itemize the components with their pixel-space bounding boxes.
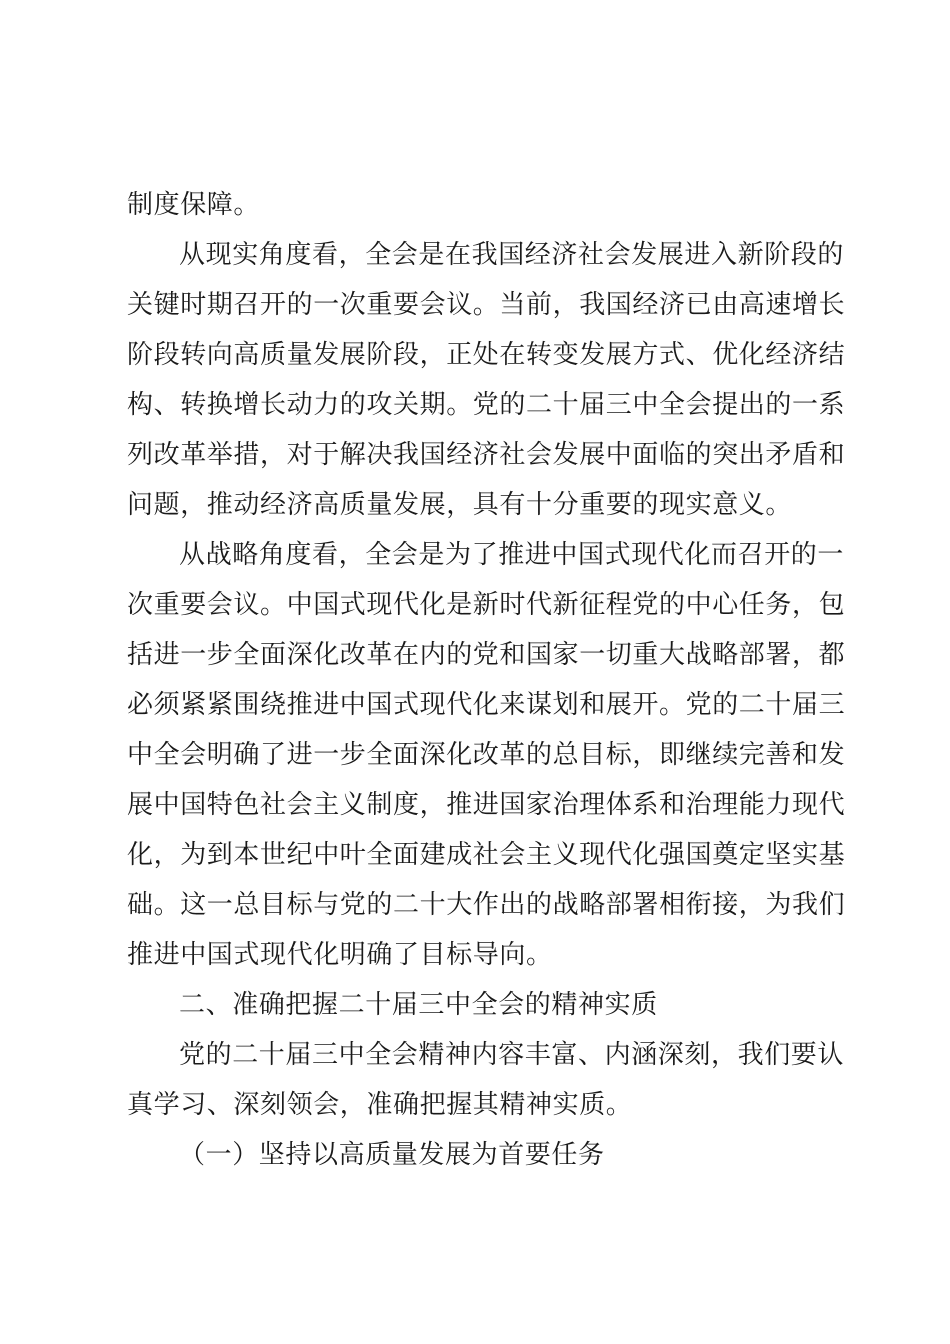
paragraph-line: 制度保障。 <box>127 190 261 220</box>
section-heading: 二、准确把握二十届三中全会的精神实质 <box>179 990 658 1020</box>
paragraph-line: 党的二十届三中全会精神内容丰富、内涵深刻，我们要认 <box>179 1040 845 1070</box>
paragraph-line: 从战略角度看，全会是为了推进中国式现代化而召开的一 <box>179 540 845 570</box>
paragraph-line: 真学习、深刻领会，准确把握其精神实质。 <box>127 1090 633 1120</box>
subsection-heading: （一）坚持以高质量发展为首要任务 <box>179 1140 605 1170</box>
paragraph-line: 中全会明确了进一步全面深化改革的总目标，即继续完善和发 <box>127 740 846 770</box>
paragraph-line: 础。这一总目标与党的二十大作出的战略部署相衔接，为我们 <box>127 890 846 920</box>
paragraph-line: 列改革举措，对于解决我国经济社会发展中面临的突出矛盾和 <box>127 440 846 470</box>
paragraph-line: 化，为到本世纪中叶全面建成社会主义现代化强国奠定坚实基 <box>127 840 846 870</box>
paragraph-line: 问题，推动经济高质量发展，具有十分重要的现实意义。 <box>127 490 793 520</box>
paragraph-line: 构、转换增长动力的攻关期。党的二十届三中全会提出的一系 <box>127 390 846 420</box>
paragraph-line: 阶段转向高质量发展阶段，正处在转变发展方式、优化经济结 <box>127 340 846 370</box>
paragraph-line: 关键时期召开的一次重要会议。当前，我国经济已由高速增长 <box>127 290 846 320</box>
paragraph-line: 推进中国式现代化明确了目标导向。 <box>127 940 553 970</box>
paragraph-line: 展中国特色社会主义制度，推进国家治理体系和治理能力现代 <box>127 790 846 820</box>
paragraph-line: 必须紧紧围绕推进中国式现代化来谋划和展开。党的二十届三 <box>127 690 846 720</box>
paragraph-line: 从现实角度看，全会是在我国经济社会发展进入新阶段的 <box>179 240 845 270</box>
paragraph-line: 括进一步全面深化改革在内的党和国家一切重大战略部署，都 <box>127 640 846 670</box>
paragraph-line: 次重要会议。中国式现代化是新时代新征程党的中心任务，包 <box>127 590 846 620</box>
